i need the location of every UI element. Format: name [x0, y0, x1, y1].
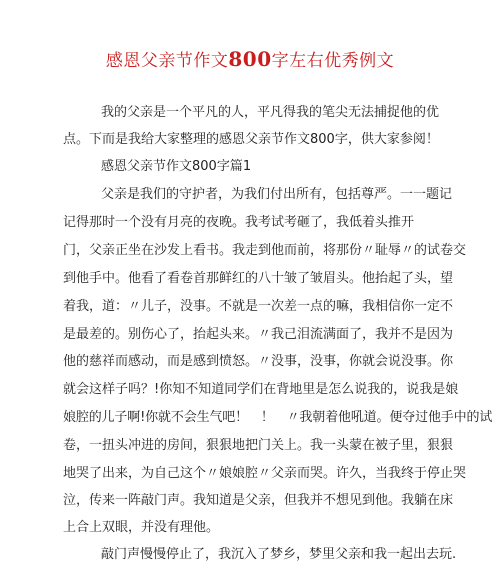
article-title: [0, 46, 500, 71]
paragraph-line: 上合上双眼，并没有理他。: [63, 520, 220, 535]
paragraph-line: 泣，传来一阵敲门声。我知道是父亲，但我并不想见到他。我躺在床: [63, 493, 454, 508]
paragraph-line: 门，父亲正坐在沙发上看书。我走到他而前，将那份〃耻辱〃的试卷交: [63, 243, 467, 258]
paragraph-line: 卷，一扭头冲进的房间，狠狠地把门关上。我一头蒙在被子里，狠狠: [63, 438, 454, 453]
paragraph-line: 我的父亲是一个平凡的人，平凡得我的笔尖无法捕捉他的优: [101, 105, 440, 120]
title-part-2: 字左右优秀例文: [271, 51, 395, 71]
paragraph-line: 着我，道：〃儿子，没事。不就是一次差一点的嘛，我相信你一定不: [63, 299, 454, 314]
paragraph-line: 娘腔的儿子啊!你就不会生气吧！ ！ 〃我朝着他吼道。便夺过他手中的试: [63, 410, 493, 425]
paragraph-line: 地哭了出来，为自己这个〃娘娘腔〃父亲而哭。许久，当我终于停止哭: [63, 466, 467, 481]
paragraph-line: 到他手中。他看了看卷首那鲜红的八十皱了皱眉头。他抬起了头，望: [63, 271, 454, 286]
paragraph-line: 点。下而是我给大家整理的感恩父亲节作文800字，供大家参阅！: [63, 132, 439, 147]
paragraph-line: 父亲是我们的守护者，为我们付出所有，包括尊严。一一题记: [101, 187, 453, 202]
paragraph-line: 他的慈祥而感动，而是感到愤怒。〃没事，没事，你就会说没事。你: [63, 354, 454, 369]
paragraph-line: 记得那时一个没有月亮的夜晚。我考试考砸了，我低着头推开: [63, 215, 415, 230]
section-heading: 感恩父亲节作文800字篇1: [101, 159, 252, 174]
paragraph-line: 就会这样子吗？!你知不知道同学们在背地里是怎么说我的，说我是娘: [63, 382, 459, 397]
paragraph-line: 是最差的。别伤心了，抬起头来。〃我己泪流满面了，我并不是因为: [63, 327, 454, 342]
title-number: 800: [228, 47, 272, 71]
title-part-1: 感恩父亲节作文: [105, 51, 229, 71]
paragraph-line: 敲门声慢慢停止了，我沉入了梦乡，梦里父亲和我一起出去玩.: [101, 547, 457, 562]
